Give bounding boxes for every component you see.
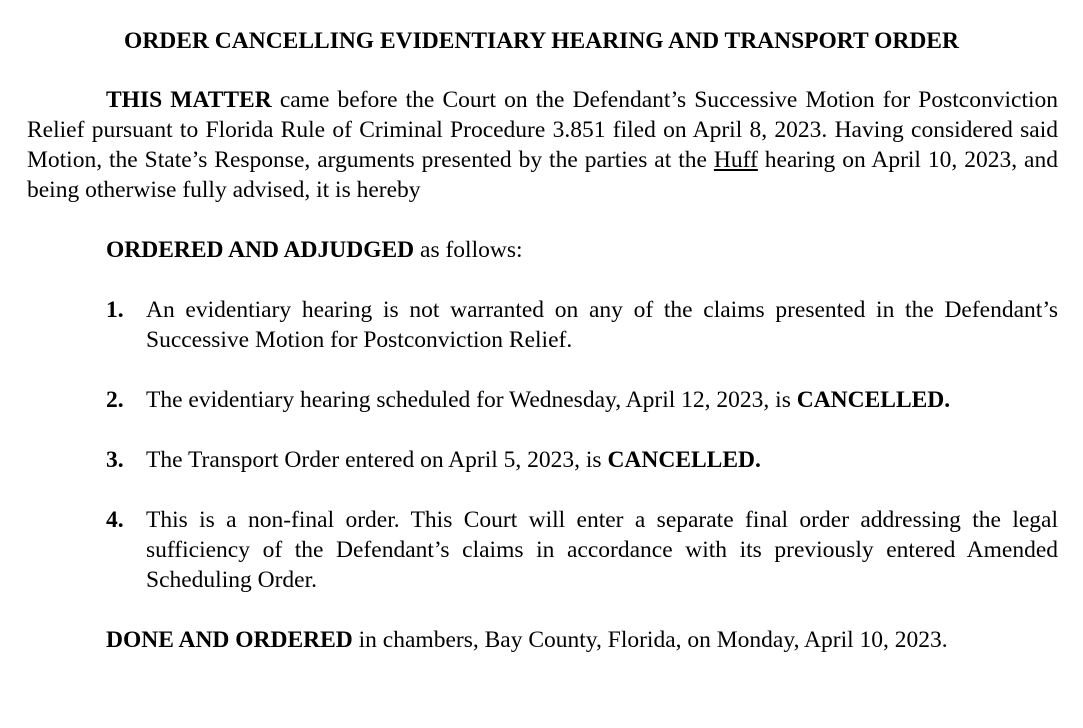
closing-text: in chambers, Bay County, Florida, on Monday, April 10, 2023. [352,627,948,653]
order-item-body: An evidentiary hearing is not warranted on any of the claims presented in the Defendant’s Successive Motion for Postconviction Relief. [146,297,1058,353]
order-item-emphasis: CANCELLED. [607,447,761,473]
document-title: ORDER CANCELLING EVIDENTIARY HEARING AND TRANSPORT ORDER [124,28,959,54]
order-item-text [146,295,1058,355]
order-item-number: 2. [106,387,124,413]
order-item-body: This is a non-final order. This Court will enter a separate final order addressing the legal sufficiency of the Defendant’s claims in accordance with its previously entered Amended Scheduling Order. [146,507,1058,593]
closing-paragraph [27,625,1058,655]
order-item-1 [106,295,1058,355]
intro-text-1: came before the Court on the Defendant’s Successive Motion for Postconviction Relief pursuant to Florida Rule of Criminal Procedure 3.851 filed on April 8, 2023. Having considered said Motion, the State’s Response, arguments presented by the parties at the [27,87,1059,173]
order-item-2 [106,385,1058,415]
intro-paragraph [27,85,1058,205]
ordered-heading [106,235,523,265]
order-item-body: The evidentiary hearing scheduled for Wednesday, April 12, 2023, is [146,387,797,413]
ordered-text: as follows: [414,237,523,263]
intro-text-2: hearing on April 10, 2023, and being otherwise fully advised, it is hereby [27,147,1058,203]
order-item-number: 1. [106,297,124,323]
order-item-text [146,505,1058,595]
order-item-number: 3. [106,447,124,473]
closing-lead: DONE AND ORDERED [106,627,353,653]
order-item-text [146,385,1058,415]
order-item-emphasis: CANCELLED. [796,387,951,413]
order-item-text [146,445,1058,475]
intro-lead: THIS MATTER [106,87,272,113]
order-item-4 [106,505,1058,595]
case-name: Huff [713,147,758,173]
order-item-3 [106,445,1058,475]
order-item-body: The Transport Order entered on April 5, 2023, is [146,447,608,473]
order-item-number: 4. [106,507,124,533]
ordered-lead: ORDERED AND ADJUDGED [106,237,415,263]
